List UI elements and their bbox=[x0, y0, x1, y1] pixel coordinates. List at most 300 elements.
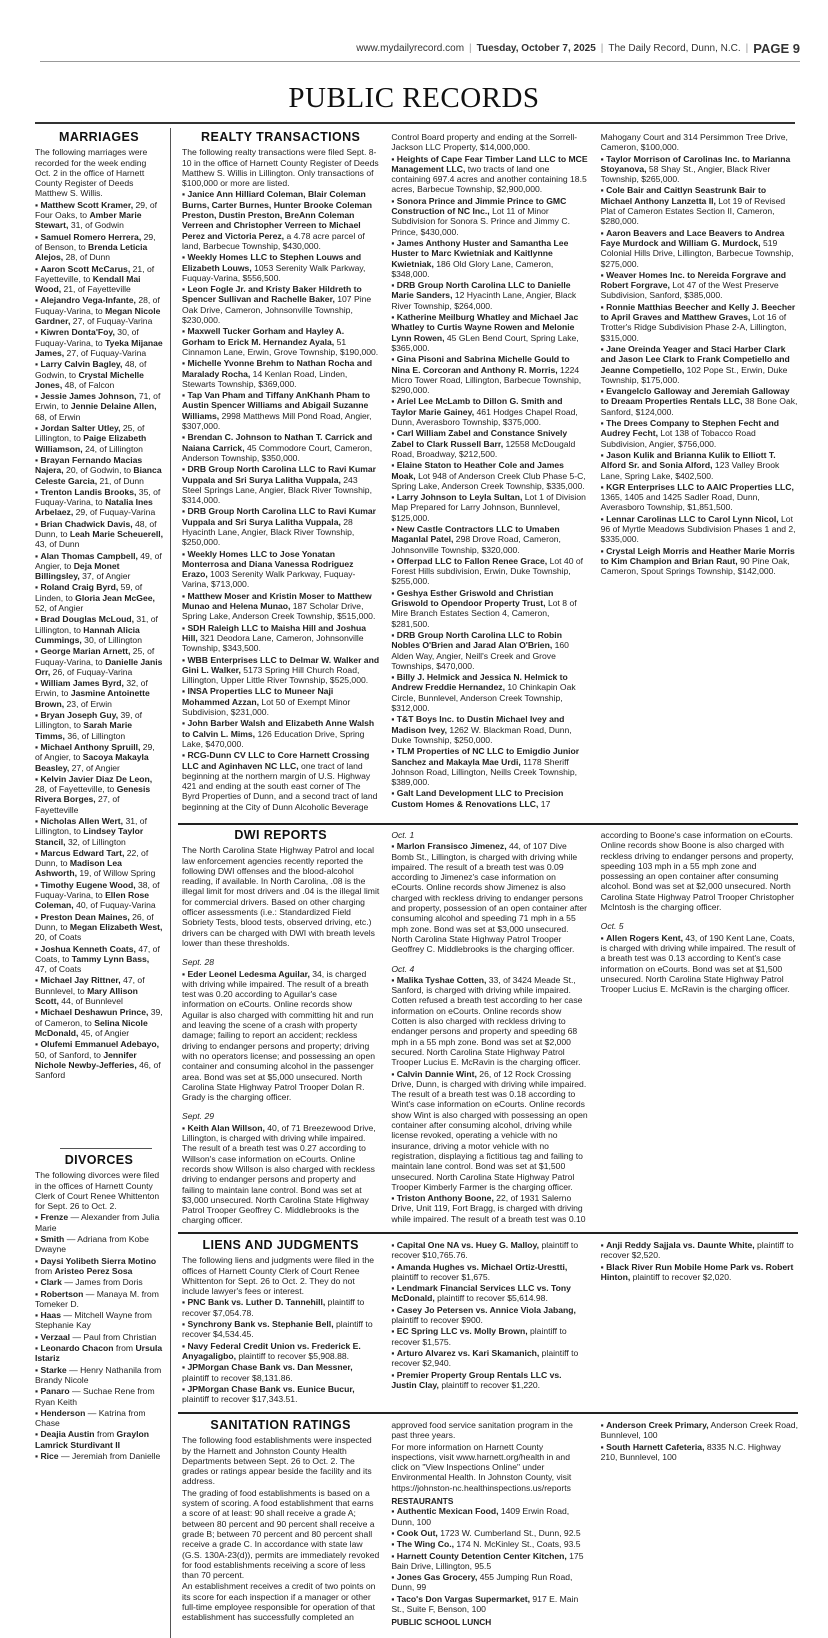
party-detail: 28, of Fuquay-Varina, to bbox=[35, 295, 160, 316]
realty-entry: ▪ Taylor Morrison of Carolinas Inc. to Marianna Stoyanova, 58 Shay St., Angier, Black River Township, $265,000. bbox=[600, 153, 791, 185]
party-name: Aaron Scott McCarus, bbox=[40, 263, 131, 274]
realty-entry-parties: Elaine Staton to Heather Cole and James Moak, bbox=[391, 460, 564, 481]
realty-entry-detail: 1224 Micro Tower Road, Lillington, Barbecue Township, $290,000. bbox=[391, 364, 582, 396]
realty-entry-detail: 28 Hyacinth Lane, Angier, Black River Township, $250,000. bbox=[182, 516, 355, 548]
realty-entry-parties: Cole Bair and Caitlyn Seastrunk Bair to Michael Anthony Lanzetta II, bbox=[600, 185, 767, 206]
lien-entry-parties: Synchrony Bank vs. Stephanie Bell, bbox=[187, 1319, 334, 1330]
lien-entry-parties: Lendmark Financial Services LLC vs. Tony McDonald, bbox=[391, 1283, 571, 1304]
party-name: William James Byrd, bbox=[40, 678, 124, 689]
restaurant-entry-detail: 455 Jumping Run Road, Dunn, 99 bbox=[391, 1572, 573, 1593]
dwi-intro: The North Carolina State Highway Patrol and local law enforcement agencies recently reported the following DWI offenses and the blood-alcohol reading, if available. In North Carolina, .08 is the illegal limit for most drivers and .04 is the illegal limit for commercial drivers. Based on other charging officer assessments (i.e.: Standardized Field Sobriety Tests, blood tests, observed driving, etc.) drivers can be charged with DWI with breath levels lower than these thresholds. bbox=[182, 845, 380, 948]
lien-entry-parties: EC Spring LLC vs. Molly Brown, bbox=[396, 1326, 528, 1337]
marriage-entry: ▪ Samuel Romero Herrera, 29, of Benson, to Brenda Leticia Alejos, 28, of Dunn bbox=[35, 231, 156, 263]
divorces-intro: The following divorces were filed in the offices of Harnett County Clerk of Court Renee Whittenton for Sept. 26 to Oct. 2. bbox=[35, 1170, 160, 1212]
party-name: Sarah Marie Timms, bbox=[35, 720, 132, 741]
party-detail: 28, of Fayetteville, to bbox=[35, 784, 117, 795]
school-entry-parties: Anderson Creek Primary, bbox=[606, 1420, 709, 1430]
lien-entry-detail: plaintiff to recover $4,534.45. bbox=[182, 1319, 373, 1340]
divorce-entry: ▪ Clark — James from Doris bbox=[35, 1277, 143, 1288]
realty-entry: ▪ New Castle Contractors LLC to Umaben Maganlal Patel, 298 Drove Road, Cameron, Johnsonville Township, $320,000. bbox=[391, 523, 561, 555]
realty-entry-parties: Tap Van Pham and Tiffany AnKhanh Pham to Austin Spencer Williams and Abigail Suzanne Williams, bbox=[182, 390, 371, 421]
party-detail: — Jeremiah from Danielle bbox=[58, 1451, 161, 1462]
realty-intro: The following realty transactions were filed Sept. 8-10 in the office of Harnett County Register of Deeds Matthew S. Willis in Lillington. Only transactions of $100,000 or more are listed. bbox=[182, 147, 379, 189]
realty-entry-detail: Lot 96 of Myrtle Meadows Subdivision Phases 1 and 2, $335,000. bbox=[600, 513, 796, 545]
party-detail: 31, of Lillington, to bbox=[35, 816, 147, 837]
party-name: Smith bbox=[40, 1234, 65, 1245]
restaurant-entry: ▪ Jones Gas Grocery, 455 Jumping Run Road, Dunn, 99 bbox=[391, 1572, 573, 1593]
party-detail: 40, of Fuquay-Varina bbox=[73, 900, 156, 911]
realty-entry-detail: a 4.78 acre parcel of land, Barbecue Township, $430,000. bbox=[182, 230, 365, 251]
marriage-entry: ▪ Jessie James Johnson, 71, of Erwin, to Jennie Delaine Allen, 68, of Erwin bbox=[35, 391, 161, 422]
dwi-date-sept29: Sept. 29 bbox=[182, 1111, 215, 1122]
party-name: Brenda Leticia Alejos, bbox=[35, 241, 148, 263]
realty-entry: ▪ T&T Boys Inc. to Dustin Michael Ivey and Madison Ivey, 1262 W. Blackman Road, Dunn, Duke Township, $250,000. bbox=[391, 714, 572, 745]
realty-entry-parties: RCG-Dunn CV LLC to Core Harnett Crossing LLC and Aginhaven NC LLC, bbox=[182, 750, 370, 771]
party-detail: — Alexander from Julia Marie bbox=[35, 1212, 160, 1233]
party-name: Nicholas Allen Wert, bbox=[40, 816, 124, 826]
realty-entry-parties: DRB Group North Carolina LLC to Robin Nobles O'Brien and Jarad Alan O'Brien, bbox=[391, 629, 562, 651]
realty-entry-parties: WBB Enterprises LLC to Delmar W. Walker and Gini L. Walker, bbox=[182, 654, 380, 675]
party-detail: 44, of Bunnlevel bbox=[58, 996, 123, 1007]
party-name: Crystal Michelle Jones, bbox=[35, 369, 144, 390]
divorce-entry: ▪ Haas — Mitchell Wayne from Stephanie Kay bbox=[35, 1310, 152, 1331]
realty-entry-parties: Brendan C. Johnson to Nathan T. Carrick and Naiana Carrick, bbox=[182, 432, 373, 453]
party-detail: 71, of Erwin, to bbox=[35, 391, 161, 412]
party-detail: 29, of Four Oaks, to bbox=[35, 199, 157, 221]
realty-entry-parties: Aaron Beavers and Lace Beavers to Andrea Faye Murdock and William G. Murdock, bbox=[600, 227, 785, 248]
party-name: Deja Monet Billingsley, bbox=[35, 560, 120, 582]
dwi-heading: DWI REPORTS bbox=[234, 830, 327, 842]
party-name: Aristeo Perez Sosa bbox=[54, 1265, 133, 1276]
realty-entry-detail: 1178 Sheriff Johnson Road, Lillington, Neills Creek Township, $389,000. bbox=[391, 756, 577, 788]
lien-entry-detail: plaintiff to recover $2,520. bbox=[600, 1240, 794, 1261]
realty-entry: ▪ Aaron Beavers and Lace Beavers to Andrea Faye Murdock and William G. Murdock, 519 Colonial Hills Drive, Lillington, Barbecue Township, $275,000. bbox=[600, 227, 794, 269]
marriage-entry: ▪ Bryan Joseph Guy, 39, of Lillington, to Sarah Marie Timms, 36, of Lillington bbox=[35, 710, 143, 741]
party-detail: — Katrina from Chase bbox=[35, 1407, 146, 1429]
marriage-entry: ▪ Jordan Salter Utley, 25, of Lillington, to Paige Elizabeth Williamson, 24, of Lillington bbox=[35, 423, 147, 454]
realty-entry: ▪ Ronnie Matthias Beecher and Kelly J. Beecher to April Graves and Matthew Graves, Lot 16 of Trotter's Ridge Subdivision Phase 2-A, Lillington, $315,000. bbox=[600, 301, 796, 343]
party-name: Jordan Salter Utley, bbox=[40, 423, 121, 434]
realty-entry: ▪ Galt Land Development LLC to Precision Custom Homes & Renovations LLC, 17 Mahogany Court and 314 Persimmon Tree Drive, Cameron, $100,000. bbox=[391, 132, 788, 809]
realty-entry-detail: 461 Hodges Chapel Road, Dunn, Averasboro Township, $375,000. bbox=[391, 406, 578, 428]
lien-entry-parties: Arturo Alvarez vs. Kari Skamanich, bbox=[396, 1347, 540, 1358]
party-detail: 43, of Dunn bbox=[35, 539, 80, 550]
sanitation-para: For more information on Harnett County inspections, visit www.harnett.org/health in and click on "View Inspections Online" under Environmental Health. In Johnston County, visit https://johnston-nc.healthinspections.us/reports bbox=[391, 1441, 572, 1493]
realty-entry-parties: Leon Fogle Jr. and Kristy Baker Hildreth to Spencer Sullivan and Rachelle Baker, bbox=[182, 284, 362, 305]
party-name: Sacoya Makayla Beasley, bbox=[35, 752, 149, 773]
realty-entry-detail: two tracts of land one containing 697.4 acres and another containing 18.5 acres, Barbecue Township, $2,900,000. bbox=[391, 163, 587, 195]
marriage-entry: ▪ Larry Calvin Bagley, 48, of Godwin, to Crystal Michelle Jones, 48, of Falcon bbox=[35, 359, 147, 390]
realty-entry: ▪ WBB Enterprises LLC to Delmar W. Walker and Gini L. Walker, 5173 Spring Hill Church Road, Lillington, Upper Little River Township, $525,000. bbox=[182, 654, 380, 686]
marriage-entry: ▪ Trenton Landis Brooks, 35, of Fuquay-Varina, to Natalia Ines Arbelaez, 29, of Fuquay-Varina bbox=[35, 486, 161, 518]
party-name: Henderson bbox=[40, 1407, 86, 1418]
divorce-entry: ▪ Smith — Adriana from Kobe Dwayne bbox=[35, 1234, 149, 1255]
party-name: Gloria Jean McGee, bbox=[75, 592, 155, 603]
lien-entry-parties: Black River Run Mobile Home Park vs. Robert Hinton, bbox=[600, 1261, 794, 1282]
marriage-entry: ▪ Alan Thomas Campbell, 49, of Angier, to Deja Monet Billingsley, 37, of Angier bbox=[35, 550, 162, 582]
lien-entry: ▪ PNC Bank vs. Luther D. Tannehill, plaintiff to recover $7,054.78. bbox=[182, 1297, 365, 1318]
marriage-entry: ▪ Michael Anthony Spruill, 29, of Angier, to Sacoya Makayla Beasley, 27, of Angier bbox=[35, 741, 155, 773]
marriage-entry: ▪ Timothy Eugene Wood, 38, of Fuquay-Varina, to Ellen Rose Coleman, 40, of Fuquay-Varina bbox=[35, 879, 160, 911]
marriages-section bbox=[35, 132, 163, 1144]
party-detail: 27, of Fayetteville bbox=[35, 794, 120, 815]
realty-entry-parties: Weekly Homes LLC to Jose Yonatan Monterrosa and Diana Vanessa Rodriguez Erazo, bbox=[182, 548, 354, 580]
party-name: Panaro bbox=[40, 1386, 70, 1397]
restaurant-entry-parties: Cook Out, bbox=[396, 1527, 438, 1538]
lien-entry-parties: Navy Federal Credit Union vs. Frederick E. Anyagaligbo, bbox=[182, 1340, 361, 1361]
lien-entry-parties: JPMorgan Chase Bank vs. Dan Messner, bbox=[187, 1362, 353, 1373]
party-detail: from bbox=[113, 1343, 136, 1354]
party-name: Robertson bbox=[40, 1288, 84, 1299]
party-name: Tammy Lynn Bass, bbox=[71, 953, 150, 964]
realty-entry: ▪ Ariel Lee McLamb to Dillon G. Smith and Taylor Marie Gainey, 461 Hodges Chapel Road, Dunn, Averasboro Township, $375,000. bbox=[391, 396, 578, 428]
realty-entry-detail: 90 Pine Oak, Cameron, Spout Springs Township, $142,000. bbox=[600, 555, 790, 577]
lien-entry: ▪ Capital One NA vs. Huey G. Malloy, plaintiff to recover $10,765.76. bbox=[391, 1240, 579, 1261]
dwi-entry: ▪ Malika Tyshae Cotten, 33, of 3424 Meade St., Sanford, is charged with driving while impaired. Cotten refused a breath test according to her case information on eCourts. Online records show Cotten is also charged with reckless driving to endanger persons and property and speeding 68 mph in a 55 mph zone. Bond was set at $2,000 secured. North Carolina State Highway Patrol Trooper Lucius E. McRavin is the charging officer. bbox=[391, 974, 583, 1068]
realty-entry: ▪ Weekly Homes LLC to Stephen Louws and Elizabeth Louws, 1053 Serenity Walk Parkway, Fuquay-Varina, $556,500. bbox=[182, 252, 366, 283]
realty-entry: ▪ Leon Fogle Jr. and Kristy Baker Hildreth to Spencer Sullivan and Rachelle Baker, 107 Pine Oak Drive, Cameron, Johnsonville Township, $230,000. bbox=[182, 284, 372, 326]
party-name: Alan Thomas Campbell, bbox=[40, 550, 138, 561]
party-name: Rice bbox=[40, 1451, 59, 1462]
realty-entry: ▪ Brendan C. Johnson to Nathan T. Carrick and Naiana Carrick, 45 Commodore Court, Cameron, Anderson Township, $350,000. bbox=[182, 432, 373, 463]
school-entry-parties: South Harnett Cafeteria, bbox=[606, 1441, 705, 1452]
lien-entry: ▪ JPMorgan Chase Bank vs. Eunice Bucur, plaintiff to recover $17,343.51. bbox=[182, 1383, 355, 1405]
realty-entry-detail: 187 Scholar Drive, Spring Lake, Anderson Creek Township, $515,000. bbox=[182, 601, 376, 622]
marriage-entry: ▪ Brad Douglas McLoud, 31, of Lillington, to Hannah Alicia Cummings, 30, of Lillington bbox=[35, 614, 158, 645]
party-detail: 20, of Coats bbox=[35, 932, 82, 943]
liens-columns bbox=[182, 1240, 798, 1406]
party-detail: 31, of Lillington, to bbox=[35, 614, 158, 635]
party-name: Alejandro Vega-Infante, bbox=[40, 295, 136, 306]
realty-entry: ▪ Lennar Carolinas LLC to Carol Lynn Nicol, Lot 96 of Myrtle Meadows Subdivision Phases 1 and 2, $335,000. bbox=[600, 513, 796, 545]
school-entry: ▪ South Harnett Cafeteria, 8335 N.C. Highway 210, Bunnlevel, 100 bbox=[600, 1441, 781, 1462]
realty-entry-detail: 123 Valley Brook Lane, Spring Lake, $402,500. bbox=[600, 460, 780, 481]
realty-entry-parties: Ariel Lee McLamb to Dillon G. Smith and Taylor Marie Gainey, bbox=[391, 396, 563, 417]
party-detail: 47, of Coats bbox=[35, 964, 82, 975]
lien-entry-detail: plaintiff to recover $1,575. bbox=[391, 1326, 567, 1347]
realty-entry-detail: 2998 Matthews Mill Pond Road, Angier, $307,000. bbox=[182, 410, 372, 432]
realty-entry-parties: Weekly Homes LLC to Stephen Louws and Elizabeth Louws, bbox=[182, 252, 362, 273]
party-detail: 26, of Dunn, to bbox=[35, 911, 154, 932]
divorce-entry: ▪ Frenze — Alexander from Julia Marie bbox=[35, 1212, 160, 1233]
realty-entry: ▪ John Barber Walsh and Elizabeth Anne Walsh to Calvin L. Mims, 126 Education Drive, Spring Lake, $470,000. bbox=[182, 718, 375, 749]
dwi-entry: ▪ Keith Alan Willson, 40, of 71 Breezewood Drive, Lillington, is charged with driving while impaired. The result of a breath test was 0.27 according to Willson's case information on eCourts. Online records show Willson is also charged with reckless driving to endanger persons and property and failing to maintain lane control. Bond was set at $3,000 unsecured. North Carolina State Highway Patrol Trooper Geoffrey C. Middlebrooks is the charging officer. bbox=[182, 1122, 376, 1226]
party-name: Clark bbox=[40, 1277, 62, 1288]
party-name: Starke bbox=[40, 1364, 67, 1375]
party-detail: 52, of Angier bbox=[35, 603, 84, 614]
schools-list bbox=[601, 1420, 798, 1462]
realty-section bbox=[182, 132, 798, 820]
realty-entry-detail: Lot 47 of the West Preserve Subdivision, Sanford, $385,000. bbox=[600, 280, 779, 301]
lien-entry-detail: plaintiff to recover $7,054.78. bbox=[182, 1297, 365, 1318]
marriage-entry: ▪ William James Byrd, 32, of Erwin, to Jasmine Antoinette Brown, 23, of Erwin bbox=[35, 678, 150, 709]
lien-entry-detail: plaintiff to recover $17,343.51. bbox=[182, 1394, 298, 1405]
party-name: Kelvin Javier Diaz De Leon, bbox=[40, 773, 153, 784]
realty-entry: ▪ DRB Group North Carolina LLC to Ravi Kumar Vuppala and Sri Surya Lalitha Vuppala, 243 Steel Springs Lane, Angier, Black River Township, $314,000. bbox=[182, 464, 377, 506]
party-detail: 47, of Bunnlevel, to bbox=[35, 975, 145, 996]
realty-entry: ▪ TLM Properties of NC LLC to Emigdio Junior Sanchez and Makayla Mae Urdi, 1178 Sheriff Johnson Road, Lillington, Neills Creek Township, $389,000. bbox=[391, 746, 580, 788]
realty-entry-detail: 321 Deodora Lane, Cameron, Johnsonville Township, $343,500. bbox=[182, 632, 364, 654]
divorce-entry: ▪ Verzaal — Paul from Christian bbox=[35, 1331, 157, 1342]
restaurant-entry-parties: Taco's Don Vargas Supermarket, bbox=[396, 1593, 530, 1604]
party-detail: 30, of Lillington bbox=[81, 634, 142, 645]
party-name: Haas bbox=[40, 1310, 61, 1321]
marriages-list bbox=[35, 200, 163, 1081]
realty-entry-detail: Lot 16 of Trotter's Ridge Subdivision Phase 2-A, Lillington, $315,000. bbox=[600, 312, 787, 343]
party-detail: — Suchae Rene from Ryan Keith bbox=[35, 1386, 155, 1407]
party-detail: 68, of Erwin bbox=[35, 411, 81, 422]
realty-entry: ▪ Evangelclo Galloway and Jeremiah Galloway to Dreaam Properties Rentals LLC, 38 Bone Oak, Sanford, $124,000. bbox=[600, 386, 798, 417]
column-divider bbox=[170, 128, 171, 1638]
restaurants-label: RESTAURANTS bbox=[391, 1496, 454, 1507]
realty-entry: ▪ INSA Properties LLC to Muneer Naji Mohammed Azzan, Lot 50 of Exempt Minor Subdivision, $231,000. bbox=[182, 686, 351, 718]
marriage-entry: ▪ Michael Deshawun Prince, 39, of Cameron, to Selina Nicole McDonald, 45, of Angier bbox=[35, 1007, 163, 1038]
school-entry-detail: Anderson Creek Road, Bunnlevel, 100 bbox=[600, 1420, 798, 1441]
realty-columns bbox=[182, 132, 798, 818]
divorce-entry: ▪ Robertson — Manaya M. from Tomeker D. bbox=[35, 1288, 159, 1309]
dwi-entry: ▪ Marlon Fransisco Jimenez, 44, of 107 Dive Bomb St., Lillington, is charged with driving while impaired. The result of a breath test was 0.09 according to Jimenez's case information on eCourts. Online records show Jimenez is also charged with reckless driving to endanger persons and property, possession of an open container after consuming alcohol and speeding 71 mph in a 55 mph zone. Bond was set at $3,000 unsecured. North Carolina State Highway Patrol Trooper Geoffrey C. Middlebrooks is the charging officer. bbox=[391, 841, 588, 955]
party-detail: 46, of Sanford bbox=[35, 1059, 161, 1081]
issue-date: Tuesday, October 7, 2025 bbox=[476, 42, 596, 54]
dwi-entry: ▪ Eder Leonel Ledesma Aguilar, 34, is charged with driving while impaired. The result of a breath test was 0.20 according to Aguilar's case information on eCourts. Online records show Aguilar is also charged with committing hit and run and leaving the scene of a crash with property damage; failing to report an accident; reckless driving to endanger persons and property; driving with no operators license; and possessing an open container and consuming alcohol in the passenger area. Bond was set at $5,000 unsecured. North Carolina State Highway Patrol Trooper Dolan R. Grady is the charging officer. bbox=[182, 968, 376, 1103]
party-name: Megan Nicole Gardner, bbox=[35, 305, 161, 327]
realty-entry: ▪ Matthew Moser and Kristin Moser to Matthew Munao and Helena Munao, 187 Scholar Drive, Spring Lake, Anderson Creek Township, $515,000. bbox=[182, 590, 376, 622]
divorce-entry: ▪ Henderson — Katrina from Chase bbox=[35, 1407, 146, 1429]
party-detail: 49, of Angier, to bbox=[35, 550, 162, 571]
realty-entry-parties: Crystal Leigh Morris and Heather Marie Morris to Kim Champion and Brian Raut, bbox=[600, 545, 795, 566]
party-name: Mary Allison Scott, bbox=[35, 985, 138, 1007]
party-detail: 48, of Falcon bbox=[62, 379, 115, 390]
realty-entry: ▪ Crystal Leigh Morris and Heather Marie Morris to Kim Champion and Brian Raut, 90 Pine Oak, Cameron, Spout Springs Township, $142,000. bbox=[600, 545, 795, 577]
restaurant-entry: ▪ Authentic Mexican Food, 1409 Erwin Road, Dunn, 100 bbox=[391, 1506, 570, 1527]
party-name: Marcus Edward Tart, bbox=[40, 847, 125, 858]
realty-entry-detail: 12 Hyacinth Lane, Angier, Black River Township, $264,000. bbox=[391, 290, 577, 311]
separator: | bbox=[469, 42, 472, 54]
party-detail: 26, of Fuquay-Varina bbox=[50, 666, 133, 677]
party-detail: — Paul from Christian bbox=[70, 1331, 157, 1342]
paper-name: The Daily Record, Dunn, N.C. bbox=[608, 42, 741, 54]
party-name: Olufemi Emmanuel Adebayo, bbox=[40, 1039, 160, 1050]
lien-entry-detail: plaintiff to recover $1,675. bbox=[391, 1271, 491, 1282]
party-detail: — Mitchell Wayne from Stephanie Kay bbox=[35, 1310, 152, 1331]
party-detail: 21, of Fayetteville, to bbox=[35, 263, 155, 284]
realty-entry-parties: Carl William Zabel and Constance Snively Zabel to Clark Russell Barr, bbox=[391, 428, 568, 449]
realty-entry-detail: 102 Pope St., Erwin, Duke Township, $175,000. bbox=[600, 364, 788, 385]
marriage-entry: ▪ Kiwren Donta'Foy, 30, of Fuquay-Varina, to Tyeka Mijanae James, 27, of Fuquay-Varina bbox=[35, 327, 163, 358]
party-detail: — Manaya M. from Tomeker D. bbox=[35, 1288, 159, 1309]
dwi-entry: ▪ Triston Anthony Boone, 22, of 1931 Salerno Drive, Unit 119, Fort Bragg, is charged with driving while impaired. The result of a breath test was 0.10 according to Boone's case information on eCourts. Online records show Boone is also charged with reckless driving to endanger persons and property, speeding 103 mph in a 55 mph zone and possessing an open container after consuming alcohol. Bond was set at $2,000 unsecured. North Carolina State Highway Patrol Trooper Christopher McIntosh is the charging officer. bbox=[391, 830, 795, 1224]
realty-entry: ▪ James Anthony Huster and Samantha Lee Huster to Marc Kwietniak and Kaitlynne Kwietniak, 186 Old Glory Lane, Cameron, $348,000. bbox=[391, 237, 569, 279]
restaurant-entry-parties: Authentic Mexican Food, bbox=[396, 1506, 499, 1517]
realty-entry: ▪ Maxwell Tucker Gorham and Hayley A. Gorham to Erick M. Hernandez Ayala, 51 Cinnamon Lane, Erwin, Grove Township, $190,000. bbox=[182, 326, 379, 357]
party-detail: 19, of Willow Spring bbox=[77, 868, 156, 879]
realty-entry-parties: KGR Enterprises LLC to AAIC Properties LLC, bbox=[606, 481, 794, 492]
liens-intro: The following liens and judgments were filed in the offices of Harnett County Clerk of Court Renee Whittenton for Sept. 26 to Oct. 2. They do not include lawyer's fees or interest. bbox=[182, 1255, 375, 1297]
realty-entry-detail: 45 GLen Bend Court, Spring Lake, $365,000. bbox=[391, 332, 579, 353]
party-name: Brad Douglas McLoud, bbox=[40, 614, 135, 625]
party-name: Daysi Yolibeth Sierra Motino bbox=[40, 1255, 157, 1266]
party-name: Jennifer Nichole Newby-Jefferies, bbox=[35, 1049, 137, 1070]
party-detail: 25, of Lillington, to bbox=[35, 423, 145, 444]
dwi-date-oct1: Oct. 1 bbox=[391, 830, 415, 840]
realty-entry-detail: Lot 948 of Anderson Creek Club Phase 5-C, Spring Lake, Anderson Creek Township, $335,000. bbox=[391, 470, 586, 491]
realty-entry-detail: 38 Bone Oak, Sanford, $124,000. bbox=[600, 396, 798, 417]
party-name: Genesis Rivera Borges, bbox=[35, 784, 151, 805]
marriage-entry: ▪ Brayan Fernando Macias Najera, 20, of Godwin, to Bianca Celeste Garcia, 21, of Dunn bbox=[35, 454, 162, 486]
party-name: Graylon Lamrick Sturdivant II bbox=[35, 1429, 150, 1450]
divorce-entry: ▪ Daysi Yolibeth Sierra Motino from Aristeo Perez Sosa bbox=[35, 1255, 157, 1276]
divorces-section bbox=[35, 1155, 163, 1635]
party-name: George Marian Arnett, bbox=[40, 646, 131, 657]
party-name: Michael Jay Rittner, bbox=[40, 975, 121, 986]
dwi-date-oct5: Oct. 5 bbox=[600, 921, 624, 932]
realty-entry: ▪ Janice Ann Hilliard Coleman, Blair Coleman Burns, Carter Burnes, Hunter Brooke Coleman Preston, Dustin Preston, BreAnn Coleman Verreen and Christopher Verreen to Michael Perez and Victoria Perez, a 4.78 acre parcel of land, Barbecue Township, $430,000. bbox=[182, 189, 373, 251]
realty-entry: ▪ Offerpad LLC to Fallon Renee Grace, Lot 40 of Forest Hills subdivision, Erwin, Duke Township, $255,000. bbox=[391, 555, 584, 587]
party-detail: 29, of Angier, to bbox=[35, 741, 155, 763]
lien-entry: ▪ Arturo Alvarez vs. Kari Skamanich, plaintiff to recover $2,940. bbox=[391, 1347, 579, 1369]
party-name: Bianca Celeste Garcia, bbox=[35, 465, 162, 486]
party-detail: 21, of Dunn bbox=[97, 475, 144, 486]
liens-heading: LIENS AND JUDGMENTS bbox=[202, 1240, 359, 1252]
realty-entry-detail: Lot 11 of Minor Subdivision for Sonora S. Prince and Jimmy C. Prince, $430,000. bbox=[391, 206, 570, 237]
party-name: Bryan Joseph Guy, bbox=[40, 710, 119, 721]
party-detail: 27, of Angier bbox=[69, 762, 120, 773]
title-rule bbox=[35, 122, 795, 124]
marriages-intro: The following marriages were recorded for the week ending Oct. 2 in the office of Harnett County Register of Deeds Matthew S. Willis. bbox=[35, 147, 148, 199]
realty-entry-parties: Heights of Cape Fear Timber Land LLC to MCE Management LLC, bbox=[391, 153, 588, 174]
realty-entry: ▪ Elaine Staton to Heather Cole and James Moak, Lot 948 of Anderson Creek Club Phase 5-C, Spring Lake, Anderson Creek Township, $335,000. bbox=[391, 460, 586, 491]
realty-entry-detail: 519 Colonial Hills Drive, Lillington, Barbecue Township, $275,000. bbox=[600, 237, 794, 269]
party-name: Leah Marie Scheuerell, bbox=[69, 528, 163, 539]
lien-entry-detail: plaintiff to recover $2,940. bbox=[391, 1347, 579, 1369]
restaurant-entry-detail: 1723 W. Cumberland St., Dunn, 92.5 bbox=[437, 1527, 581, 1538]
restaurant-entry-detail: 1409 Erwin Road, Dunn, 100 bbox=[391, 1506, 570, 1527]
realty-entry-detail: Lot 138 of Tobacco Road Subdivision, Angier, $756,000. bbox=[600, 428, 756, 449]
realty-entry: ▪ Katherine Meilburg Whatley and Michael Jac Whatley to Curtis Wayne Rowen and Melonie Lynn Rowen, 45 GLen Bend Court, Spring Lake, $365,000. bbox=[391, 312, 579, 353]
realty-entry-parties: Sonora Prince and Jimmie Prince to GMC Construction of NC Inc., bbox=[391, 195, 567, 217]
realty-entry: ▪ Weaver Homes Inc. to Nereida Forgrave and Robert Forgrave, Lot 47 of the West Preserve Subdivision, Sanford, $385,000. bbox=[600, 269, 786, 301]
realty-entry-detail: 45 Commodore Court, Cameron, Anderson Township, $350,000. bbox=[182, 442, 373, 463]
lien-entry: ▪ JPMorgan Chase Bank vs. Dan Messner, plaintiff to recover $8,131.86. bbox=[182, 1362, 353, 1383]
divorce-entry: ▪ Panaro — Suchae Rene from Ryan Keith bbox=[35, 1386, 155, 1407]
restaurant-entry-detail: 917 E. Main St., Suite F, Benson, 100 bbox=[391, 1593, 579, 1615]
realty-entry-parties: Galt Land Development LLC to Precision Custom Homes & Renovations LLC, bbox=[391, 788, 564, 809]
realty-entry-parties: Matthew Moser and Kristin Moser to Matthew Munao and Helena Munao, bbox=[182, 590, 372, 612]
party-name: Matthew Scott Kramer, bbox=[40, 199, 134, 210]
dwi-entry: ▪ Allen Rogers Kent, 43, of 190 Kent Lane, Coats, is charged with driving while impaired. The result of a breath test was 0.13 according to Kent's case information on eCourts. Bond was set at $1,500 unsecured. North Carolina State Highway Patrol Trooper Lucius E. McRavin is the charging officer. bbox=[600, 932, 796, 995]
party-detail: from bbox=[94, 1429, 117, 1440]
party-name: Megan Elizabeth West, bbox=[69, 921, 163, 932]
party-detail: 59, of Linden, to bbox=[35, 582, 143, 603]
party-name: Roland Craig Byrd, bbox=[40, 582, 119, 593]
party-name: Kiwren Donta'Foy, bbox=[40, 327, 115, 338]
realty-entry: ▪ Billy J. Helmick and Jessica N. Helmick to Andrew Freddie Hernandez, 10 Chinkapin Oak Circle, Bunnlevel, Anderson Creek Township, $312,000. bbox=[391, 672, 576, 714]
party-detail: 48, of Dunn, to bbox=[35, 518, 157, 539]
liens-bottom-rule bbox=[178, 1412, 798, 1414]
party-name: Jasmine Antoinette Brown, bbox=[35, 688, 150, 709]
party-detail: — Adriana from Kobe Dwayne bbox=[35, 1234, 149, 1255]
party-detail: 27, of Fuquay-Varina bbox=[70, 316, 153, 327]
party-name: Ursula Istariz bbox=[35, 1343, 163, 1364]
party-name: Hannah Alicia Cummings, bbox=[35, 624, 140, 645]
realty-entry: ▪ DRB Group North Carolina LLC to Danielle Marie Sanders, 12 Hyacinth Lane, Angier, Black River Township, $264,000. bbox=[391, 280, 577, 311]
realty-entry: ▪ Tap Van Pham and Tiffany AnKhanh Pham to Austin Spencer Williams and Abigail Suzanne Williams, 2998 Matthews Mill Pond Road, Angier, $307,000. bbox=[182, 390, 372, 432]
sanitation-columns bbox=[182, 1420, 798, 1634]
divorce-entry: ▪ Rice — Jeremiah from Danielle bbox=[35, 1451, 161, 1462]
realty-entry-parties: INSA Properties LLC to Muneer Naji Mohammed Azzan, bbox=[182, 686, 334, 707]
realty-entry-parties: Gina Pisoni and Sabrina Michelle Gould to Nina E. Corcoran and Anthony R. Morris, bbox=[391, 354, 570, 375]
party-name: Tyeka Mijanae James, bbox=[35, 337, 163, 358]
party-detail: 39, of Cameron, to bbox=[35, 1007, 163, 1028]
realty-entry: ▪ RCG-Dunn CV LLC to Core Harnett Crossing LLC and Aginhaven NC LLC, one tract of land beginning at the northern margin of U.S. Highway 421 and ending at the south east corner of The Byrd Properties of Dunn, and a second tract of land beginning at the City of Dunn Alcoholic Beverage Control Board property and ending at the Sorrell-Jackson LLC Property, $14,000,000. bbox=[182, 132, 578, 812]
realty-entry-parties: New Castle Contractors LLC to Umaben Maganlal Patel, bbox=[391, 523, 560, 545]
realty-entry-parties: Evangelclo Galloway and Jeremiah Galloway to Dreaam Properties Rentals LLC, bbox=[600, 386, 790, 407]
realty-entry-detail: Lot 8 of Mire Branch Estates Section 4, Cameron, $281,500. bbox=[391, 598, 577, 629]
realty-entry-parties: Janice Ann Hilliard Coleman, Blair Coleman Burns, Carter Burnes, Hunter Brooke Coleman Preston, Dustin Preston, BreAnn Coleman Verreen and Christopher Verreen to Michael Perez and Victoria Perez, bbox=[182, 189, 373, 241]
party-name: Michael Deshawun Prince, bbox=[40, 1007, 149, 1018]
realty-entry: ▪ SDH Raleigh LLC to Maisha Hill and Joshua Hill, 321 Deodora Lane, Cameron, Johnsonville Township, $343,500. bbox=[182, 622, 367, 654]
realty-entry: ▪ KGR Enterprises LLC to AAIC Properties LLC, 1365, 1405 and 1425 Sadler Road, Dunn, Averasboro Township, $1,851,500. bbox=[600, 481, 794, 513]
realty-entry-parties: Larry Johnson to Leyla Sultan, bbox=[396, 492, 523, 503]
restaurant-entry-parties: Jones Gas Grocery, bbox=[396, 1572, 478, 1583]
party-name: Jessie James Johnson, bbox=[40, 391, 137, 402]
sanitation-para: The following food establishments were inspected by the Harnett and Johnston County Health Departments between Sept. 26 to Oct. 2. The grades or ratings appear beside the facility and its address. bbox=[182, 1435, 372, 1487]
separator: | bbox=[745, 42, 749, 54]
section-title: PUBLIC RECORDS bbox=[288, 82, 540, 114]
dwi-section bbox=[182, 830, 798, 1228]
party-detail: — James from Doris bbox=[61, 1277, 143, 1288]
realty-entry: ▪ The Drees Company to Stephen Fecht and Audrey Fecht, Lot 138 of Tobacco Road Subdivision, Angier, $756,000. bbox=[600, 418, 779, 449]
realty-entry-detail: 243 Steel Springs Lane, Angier, Black River Township, $314,000. bbox=[182, 474, 372, 506]
realty-entry-detail: 1365, 1405 and 1425 Sadler Road, Dunn, Averasboro Township, $1,851,500. bbox=[600, 492, 760, 513]
realty-entry-parties: Weaver Homes Inc. to Nereida Forgrave and Robert Forgrave, bbox=[600, 269, 786, 291]
restaurants-list bbox=[391, 1506, 588, 1614]
lien-entry-parties: Anji Reddy Sajjala vs. Daunte White, bbox=[606, 1240, 755, 1250]
realty-entry: ▪ Sonora Prince and Jimmie Prince to GMC Construction of NC Inc., Lot 11 of Minor Subdivision for Sonora S. Prince and Jimmy C. Prince, $430,000. bbox=[391, 195, 570, 237]
party-name: Selina Nicole McDonald, bbox=[35, 1017, 148, 1038]
lien-entry-detail: plaintiff to recover $900. bbox=[391, 1315, 483, 1326]
marriage-entry: ▪ Marcus Edward Tart, 22, of Dunn, to Madison Lea Ashworth, 19, of Willow Spring bbox=[35, 847, 156, 879]
realty-entry-detail: 17 Mahogany Court and 314 Persimmon Tree Drive, Cameron, $100,000. bbox=[538, 132, 788, 809]
realty-entry-detail: Lot 50 of Exempt Minor Subdivision, $231,000. bbox=[182, 696, 351, 718]
realty-entry-parties: Katherine Meilburg Whatley and Michael Jac Whatley to Curtis Wayne Rowen and Melonie Lynn Rowen, bbox=[391, 312, 579, 343]
realty-list bbox=[182, 132, 798, 818]
dwi-columns bbox=[182, 830, 798, 1226]
lien-entry: ▪ Anji Reddy Sajjala vs. Daunte White, plaintiff to recover $2,520. bbox=[600, 1240, 794, 1261]
marriages-divorces-divider bbox=[60, 1148, 152, 1149]
party-detail: 32, of Erwin, to bbox=[35, 678, 148, 699]
realty-entry-parties: Jason Kulik and Brianna Kulik to Elliott T. Alford Sr. and Sonia Alford, bbox=[600, 449, 776, 471]
party-detail: from bbox=[35, 1265, 55, 1276]
divorces-list bbox=[35, 1212, 163, 1461]
lien-entry-parties: Amanda Hughes vs. Michael Ortiz-Urestti, bbox=[396, 1261, 568, 1272]
party-name: Verzaal bbox=[40, 1331, 71, 1342]
marriage-entry: ▪ Roland Craig Byrd, 59, of Linden, to Gloria Jean McGee, 52, of Angier bbox=[35, 582, 155, 614]
party-name: Jennie Delaine Allen, bbox=[70, 401, 157, 412]
realty-entry: ▪ DRB Group North Carolina LLC to Robin Nobles O'Brien and Jarad Alan O'Brien, 160 Alden Way, Angier, Neill's Creek and Grove Townships, $470,000. bbox=[391, 629, 569, 671]
restaurant-entry-detail: 174 N. McKinley St., Coats, 93.5 bbox=[453, 1539, 581, 1550]
lien-entry: ▪ Black River Run Mobile Home Park vs. Robert Hinton, plaintiff to recover $2,020. bbox=[600, 1261, 794, 1282]
party-detail: 35, of Fuquay-Varina, to bbox=[35, 486, 161, 508]
party-name: Deajia Austin bbox=[40, 1429, 95, 1440]
realty-entry-parties: Billy J. Helmick and Jessica N. Helmick to Andrew Freddie Hernandez, bbox=[391, 672, 568, 693]
restaurant-entry: ▪ Harnett County Detention Center Kitchen, 175 Bain Drive, Lillington, 95.5 bbox=[391, 1550, 584, 1571]
restaurant-entry: ▪ Cook Out, 1723 W. Cumberland St., Dunn, 92.5 bbox=[391, 1527, 581, 1538]
realty-entry-detail: 1003 Serenity Walk Parkway, Fuquay-Varina, $713,000. bbox=[182, 569, 356, 590]
school-lunch-label: PUBLIC SCHOOL LUNCH bbox=[391, 1617, 492, 1628]
party-name: Trenton Landis Brooks, bbox=[40, 486, 137, 497]
realty-entry: ▪ Geshya Esther Griswold and Christian Griswold to Opendoor Property Trust, Lot 8 of Mire Branch Estates Section 4, Cameron, $281,500. bbox=[391, 587, 577, 629]
